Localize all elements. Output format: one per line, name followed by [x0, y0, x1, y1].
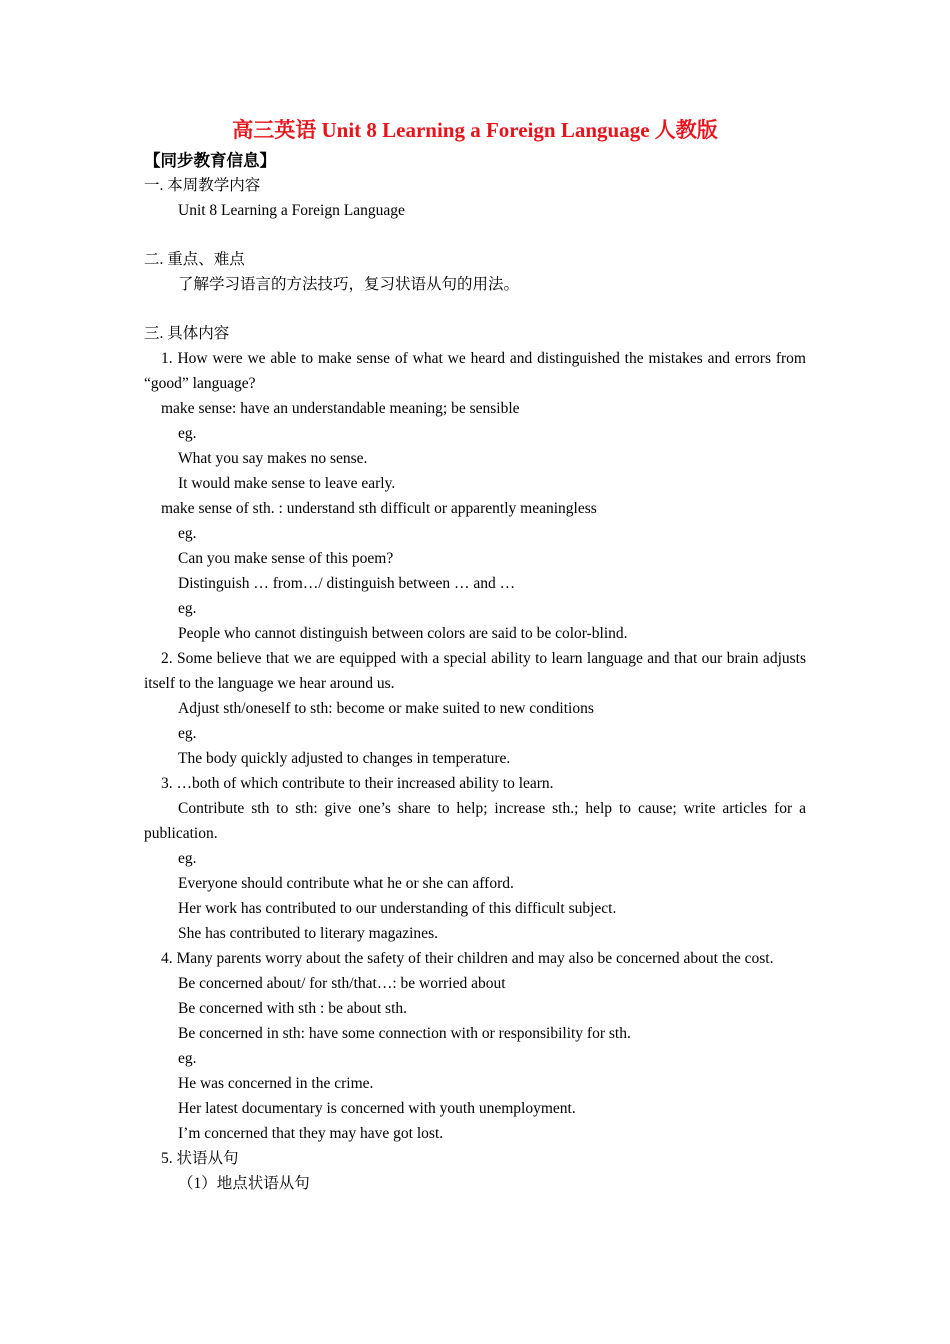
item-4-definition: Be concerned about/ for sth/that…: be worried about — [178, 975, 506, 992]
item-5-heading: 5. 状语从句 — [161, 1150, 239, 1167]
example-sentence: What you say makes no sense. — [178, 450, 368, 467]
example-sentence: Her work has contributed to our understanding of this difficult subject. — [178, 900, 617, 917]
item-1-definition: make sense of sth. : understand sth difficult or apparently meaningless — [161, 500, 597, 517]
example-label: eg. — [178, 725, 197, 742]
example-sentence: It would make sense to leave early. — [178, 475, 396, 492]
example-sentence: People who cannot distinguish between colors are said to be color-blind. — [178, 625, 628, 642]
example-sentence: Her latest documentary is concerned with youth unemployment. — [178, 1100, 576, 1117]
document-page — [144, 112, 806, 1196]
item-2-definition: Adjust sth/oneself to sth: become or make suited to new conditions — [178, 700, 594, 717]
example-label: eg. — [178, 425, 197, 442]
section-3-heading: 三. 具体内容 — [144, 325, 230, 342]
example-sentence: I’m concerned that they may have got lost. — [178, 1125, 444, 1142]
item-4-definition: Be concerned in sth: have some connection with or responsibility for sth. — [178, 1025, 631, 1042]
item-4-sentence: 4. Many parents worry about the safety of their children and may also be concerned about the cost. — [161, 950, 774, 967]
document-title: 高三英语 Unit 8 Learning a Foreign Language 人教版 — [232, 118, 718, 142]
example-label: eg. — [178, 600, 197, 617]
item-4-definition: Be concerned with sth : be about sth. — [178, 1000, 408, 1017]
item-3-definition: Contribute sth to sth: give one’s share to help; increase sth.; help to cause; write articles for a publication. — [144, 800, 806, 842]
item-5-subheading: （1）地点状语从句 — [178, 1175, 310, 1192]
example-label: eg. — [178, 525, 197, 542]
spacer — [144, 297, 806, 321]
section-2-heading: 二. 重点、难点 — [144, 251, 245, 268]
example-label: eg. — [178, 1050, 197, 1067]
example-label: eg. — [178, 850, 197, 867]
section-2-content: 了解学习语言的方法技巧，复习状语从句的用法。 — [178, 276, 520, 293]
section-header: 【同步教育信息】 — [144, 151, 276, 170]
spacer — [144, 223, 806, 247]
example-sentence: Can you make sense of this poem? — [178, 550, 394, 567]
section-1-content: Unit 8 Learning a Foreign Language — [178, 202, 405, 219]
item-1-sentence: 1. How were we able to make sense of what we heard and distinguished the mistakes and errors from “good” language? — [144, 350, 806, 392]
item-2-sentence: 2. Some believe that we are equipped with a special ability to learn language and that our brain adjusts itself to the language we hear around us. — [144, 650, 806, 692]
example-sentence: Everyone should contribute what he or she can afford. — [178, 875, 514, 892]
item-3-sentence: 3. …both of which contribute to their increased ability to learn. — [161, 775, 554, 792]
example-sentence: He was concerned in the crime. — [178, 1075, 374, 1092]
example-sentence: She has contributed to literary magazines. — [178, 925, 438, 942]
item-1-definition: make sense: have an understandable meaning; be sensible — [161, 400, 520, 417]
item-1-definition: Distinguish … from…/ distinguish between … and … — [178, 575, 516, 592]
section-1-heading: 一. 本周教学内容 — [144, 177, 261, 194]
example-sentence: The body quickly adjusted to changes in temperature. — [178, 750, 511, 767]
